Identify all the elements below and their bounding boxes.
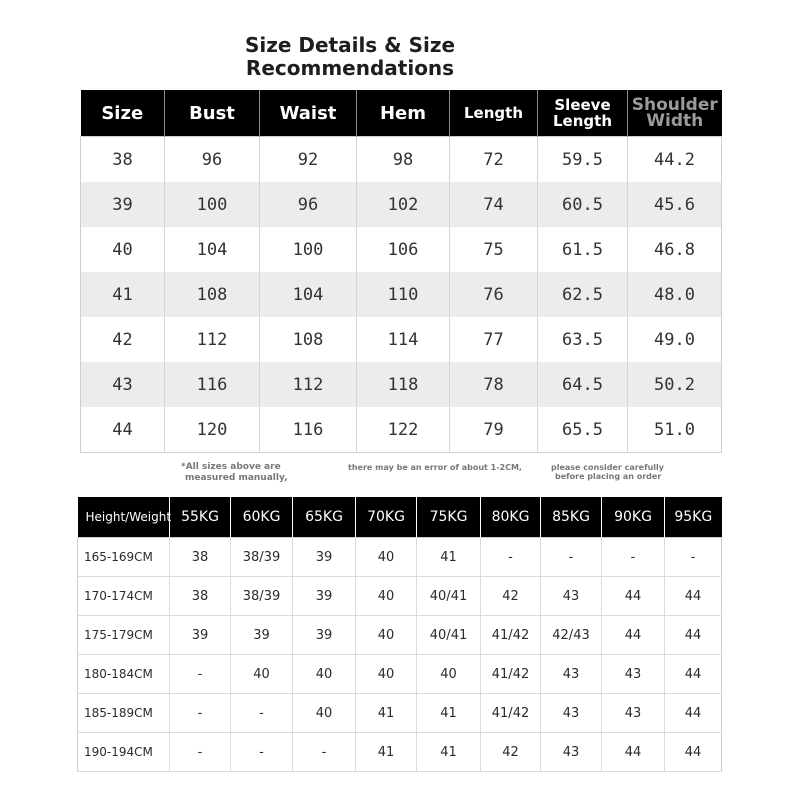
table-cell: 42: [81, 317, 165, 362]
note-line-2: there may be an error of about 1-2CM,: [348, 463, 522, 472]
height-range-cell: 175-179CM: [78, 616, 170, 655]
table-cell: 43: [81, 362, 165, 407]
table-cell: 112: [260, 362, 357, 407]
table-cell: 106: [357, 227, 450, 272]
table-cell: 76: [450, 272, 538, 317]
table-cell: 44: [81, 407, 165, 453]
table-cell: 75: [450, 227, 538, 272]
table-row: [78, 616, 722, 655]
recommended-size-cell: 42: [481, 577, 541, 616]
recommended-size-cell: 38: [170, 577, 231, 616]
recommended-size-cell: 41/42: [481, 694, 541, 733]
recommended-size-cell: 43: [541, 733, 602, 772]
size-recommendation-table: [77, 497, 722, 772]
table-row: [78, 577, 722, 616]
recommended-size-cell: 39: [293, 616, 356, 655]
recommended-size-cell: 41/42: [481, 655, 541, 694]
table-cell: 60.5: [538, 182, 628, 227]
recommended-size-cell: 43: [602, 694, 665, 733]
table-cell: 41: [81, 272, 165, 317]
table-row: [81, 362, 722, 407]
table-cell: 62.5: [538, 272, 628, 317]
table-cell: 108: [165, 272, 260, 317]
table-cell: 116: [260, 407, 357, 453]
recommended-size-cell: 40: [356, 577, 417, 616]
recommended-size-cell: 43: [541, 694, 602, 733]
recommended-size-cell: -: [231, 694, 293, 733]
recommended-size-cell: 40: [293, 694, 356, 733]
header-sleeve-length: Sleeve Length: [538, 90, 628, 137]
table-cell: 104: [165, 227, 260, 272]
header-weight: 85KG: [541, 497, 602, 538]
height-range-cell: 180-184CM: [78, 655, 170, 694]
recommended-size-cell: 39: [293, 538, 356, 577]
header-weight: 95KG: [665, 497, 722, 538]
table-cell: 116: [165, 362, 260, 407]
recommended-size-cell: 40: [417, 655, 481, 694]
recommended-size-cell: 40: [293, 655, 356, 694]
header-shoulder-width: Shoulder Width: [628, 90, 722, 137]
recommended-size-cell: -: [170, 655, 231, 694]
recommended-size-cell: 40: [231, 655, 293, 694]
recommended-size-cell: 41: [356, 694, 417, 733]
header-weight: 80KG: [481, 497, 541, 538]
table-row: [78, 694, 722, 733]
size-table-header-row: [81, 90, 722, 137]
table-cell: 98: [357, 137, 450, 183]
table-row: [81, 317, 722, 362]
header-weight: 55KG: [170, 497, 231, 538]
recommended-size-cell: -: [231, 733, 293, 772]
table-row: [81, 182, 722, 227]
height-range-cell: 185-189CM: [78, 694, 170, 733]
size-details-table: [80, 90, 722, 453]
header-weight: 60KG: [231, 497, 293, 538]
recommended-size-cell: -: [602, 538, 665, 577]
recommended-size-cell: -: [170, 733, 231, 772]
header-weight: 75KG: [417, 497, 481, 538]
header-weight: 65KG: [293, 497, 356, 538]
table-row: [78, 655, 722, 694]
recommended-size-cell: 44: [665, 694, 722, 733]
recommended-size-cell: 39: [170, 616, 231, 655]
table-cell: 77: [450, 317, 538, 362]
table-cell: 92: [260, 137, 357, 183]
table-cell: 40: [81, 227, 165, 272]
table-cell: 72: [450, 137, 538, 183]
table-cell: 65.5: [538, 407, 628, 453]
title-line-2: Recommendations: [245, 56, 455, 80]
table-cell: 100: [260, 227, 357, 272]
table-cell: 114: [357, 317, 450, 362]
recommended-size-cell: 44: [665, 577, 722, 616]
recommended-size-cell: 40: [356, 655, 417, 694]
recommended-size-cell: -: [293, 733, 356, 772]
recommended-size-cell: 44: [665, 616, 722, 655]
note-line-1a: *All sizes above are: [181, 462, 281, 472]
recommended-size-cell: 43: [541, 655, 602, 694]
recommended-size-cell: 38/39: [231, 538, 293, 577]
recommended-size-cell: 41: [356, 733, 417, 772]
table-row: [81, 272, 722, 317]
header-height-weight: Height/Weight: [78, 497, 170, 538]
recommended-size-cell: 38/39: [231, 577, 293, 616]
recommended-size-cell: 39: [231, 616, 293, 655]
recommended-size-cell: 40/41: [417, 616, 481, 655]
table-cell: 96: [260, 182, 357, 227]
table-cell: 78: [450, 362, 538, 407]
recommended-size-cell: 41: [417, 733, 481, 772]
table-cell: 122: [357, 407, 450, 453]
recommended-size-cell: 43: [602, 655, 665, 694]
height-range-cell: 170-174CM: [78, 577, 170, 616]
recommended-size-cell: -: [541, 538, 602, 577]
table-cell: 112: [165, 317, 260, 362]
recommended-size-cell: -: [481, 538, 541, 577]
table-row: [78, 733, 722, 772]
note-line-1b: measured manually,: [185, 473, 288, 483]
height-range-cell: 190-194CM: [78, 733, 170, 772]
recommended-size-cell: 38: [170, 538, 231, 577]
table-cell: 100: [165, 182, 260, 227]
table-cell: 118: [357, 362, 450, 407]
table-cell: 51.0: [654, 419, 695, 440]
header-weight: 90KG: [602, 497, 665, 538]
recommended-size-cell: 41: [417, 694, 481, 733]
table-cell: 104: [260, 272, 357, 317]
table-cell: 108: [260, 317, 357, 362]
table-cell: 44.2: [654, 149, 695, 170]
table-cell: 79: [450, 407, 538, 453]
recommended-size-cell: -: [170, 694, 231, 733]
table-cell: 46.8: [654, 239, 695, 260]
table-cell: 64.5: [538, 362, 628, 407]
table-cell: 96: [165, 137, 260, 183]
table-row: [78, 538, 722, 577]
table-cell: 50.2: [628, 362, 722, 407]
note-line-3a: please consider carefully: [551, 463, 664, 472]
recommended-size-cell: 40: [356, 616, 417, 655]
table-cell: 45.6: [628, 182, 722, 227]
recommended-size-cell: -: [665, 538, 722, 577]
table-cell: 110: [357, 272, 450, 317]
recommended-size-cell: 39: [293, 577, 356, 616]
recommended-size-cell: 44: [602, 616, 665, 655]
recommend-table-header-row: [78, 497, 722, 538]
height-range-cell: 165-169CM: [78, 538, 170, 577]
table-cell: 59.5: [538, 137, 628, 183]
recommended-size-cell: 44: [602, 733, 665, 772]
table-row: [81, 407, 722, 453]
recommended-size-cell: 44: [665, 655, 722, 694]
recommended-size-cell: 42: [481, 733, 541, 772]
table-cell: 74: [450, 182, 538, 227]
recommended-size-cell: 41: [417, 538, 481, 577]
table-cell: 38: [81, 137, 165, 183]
recommended-size-cell: 43: [541, 577, 602, 616]
recommended-size-cell: 44: [665, 733, 722, 772]
header-weight: 70KG: [356, 497, 417, 538]
header-bust: Bust: [165, 90, 260, 137]
header-size: Size: [81, 90, 165, 137]
table-cell: 49.0: [654, 329, 695, 350]
header-length: Length: [450, 90, 538, 137]
table-cell: 63.5: [538, 317, 628, 362]
table-cell: 39: [81, 182, 165, 227]
page-title: [180, 34, 520, 80]
table-cell: 102: [357, 182, 450, 227]
note-line-3b: before placing an order: [555, 472, 662, 481]
table-cell: 48.0: [628, 272, 722, 317]
recommended-size-cell: 42/43: [541, 616, 602, 655]
recommended-size-cell: 40/41: [417, 577, 481, 616]
table-row: [81, 137, 722, 183]
recommended-size-cell: 44: [602, 577, 665, 616]
header-waist: Waist: [260, 90, 357, 137]
recommended-size-cell: 40: [356, 538, 417, 577]
header-hem: Hem: [357, 90, 450, 137]
measurement-notes: [0, 460, 800, 490]
recommended-size-cell: 41/42: [481, 616, 541, 655]
title-line-1: Size Details & Size: [244, 33, 456, 57]
table-cell: 61.5: [538, 227, 628, 272]
table-row: [81, 227, 722, 272]
table-cell: 120: [165, 407, 260, 453]
